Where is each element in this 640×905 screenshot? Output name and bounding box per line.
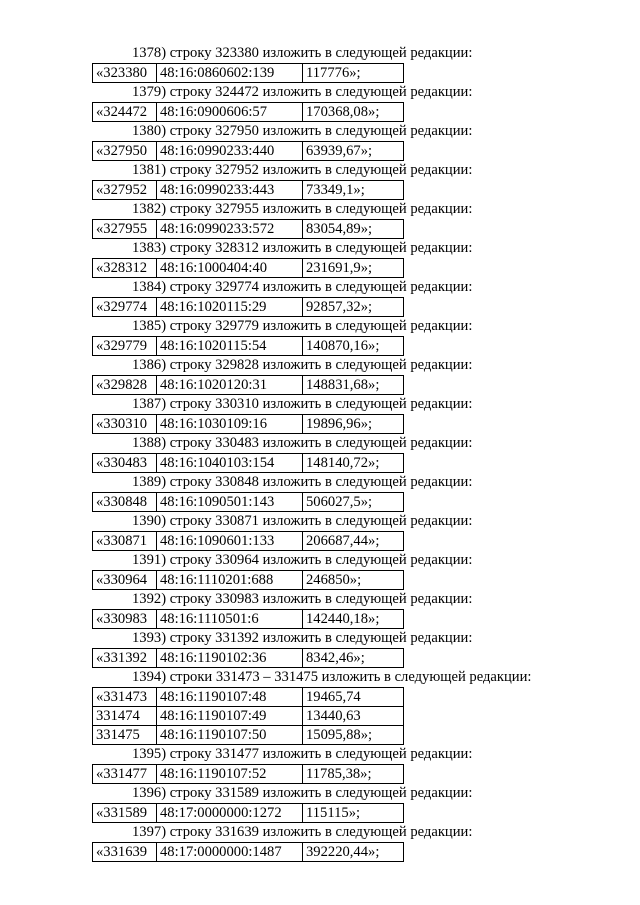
table-row [93, 843, 404, 862]
amendment-table [92, 764, 404, 784]
table-row [93, 610, 404, 629]
row-number-cell: 331474 [93, 707, 157, 726]
value-cell: 246850»; [303, 571, 404, 590]
amendment-table [92, 687, 404, 745]
row-number-cell: «330848 [93, 493, 157, 512]
amendment-table [92, 648, 404, 668]
cadastral-number-cell: 48:16:1030109:16 [157, 415, 303, 434]
amendment-heading: 1378) строку 323380 изложить в следующей редакции: [132, 45, 473, 61]
table-row [93, 259, 404, 278]
cadastral-number-cell: 48:16:1190107:52 [157, 765, 303, 784]
amendment-table [92, 453, 404, 473]
row-number-cell: 331475 [93, 726, 157, 745]
amendment-heading: 1391) строку 330964 изложить в следующей редакции: [132, 552, 473, 568]
row-number-cell: «328312 [93, 259, 157, 278]
row-number-cell: «331473 [93, 688, 157, 707]
table-row [93, 64, 404, 83]
amendment-heading: 1387) строку 330310 изложить в следующей редакции: [132, 396, 473, 412]
amendment-heading: 1388) строку 330483 изложить в следующей редакции: [132, 435, 473, 451]
table-row [93, 298, 404, 317]
value-cell: 15095,88»; [303, 726, 404, 745]
cadastral-number-cell: 48:16:0900606:57 [157, 103, 303, 122]
cadastral-number-cell: 48:16:1190107:50 [157, 726, 303, 745]
row-number-cell: «329774 [93, 298, 157, 317]
table-row [93, 337, 404, 356]
cadastral-number-cell: 48:16:1040103:154 [157, 454, 303, 473]
table-row [93, 804, 404, 823]
value-cell: 19465,74 [303, 688, 404, 707]
cadastral-number-cell: 48:16:1110501:6 [157, 610, 303, 629]
amendment-table [92, 258, 404, 278]
amendment-table [92, 570, 404, 590]
value-cell: 92857,32»; [303, 298, 404, 317]
table-row [93, 688, 404, 707]
row-number-cell: «323380 [93, 64, 157, 83]
amendment-heading: 1380) строку 327950 изложить в следующей редакции: [132, 123, 473, 139]
amendment-table [92, 531, 404, 551]
cadastral-number-cell: 48:16:1110201:688 [157, 571, 303, 590]
value-cell: 142440,18»; [303, 610, 404, 629]
table-row [93, 765, 404, 784]
row-number-cell: «330964 [93, 571, 157, 590]
value-cell: 506027,5»; [303, 493, 404, 512]
table-row [93, 220, 404, 239]
amendment-heading: 1395) строку 331477 изложить в следующей редакции: [132, 746, 473, 762]
table-row [93, 649, 404, 668]
row-number-cell: «327952 [93, 181, 157, 200]
cadastral-number-cell: 48:16:0990233:443 [157, 181, 303, 200]
table-row [93, 415, 404, 434]
row-number-cell: «330871 [93, 532, 157, 551]
amendment-table [92, 219, 404, 239]
row-number-cell: «331589 [93, 804, 157, 823]
row-number-cell: «331477 [93, 765, 157, 784]
table-row [93, 493, 404, 512]
table-row [93, 181, 404, 200]
row-number-cell: «331392 [93, 649, 157, 668]
amendment-table [92, 63, 404, 83]
row-number-cell: «327955 [93, 220, 157, 239]
amendment-heading: 1383) строку 328312 изложить в следующей редакции: [132, 240, 473, 256]
amendment-heading: 1379) строку 324472 изложить в следующей редакции: [132, 84, 473, 100]
value-cell: 206687,44»; [303, 532, 404, 551]
amendment-table [92, 609, 404, 629]
amendment-heading: 1385) строку 329779 изложить в следующей редакции: [132, 318, 473, 334]
amendment-heading: 1390) строку 330871 изложить в следующей редакции: [132, 513, 473, 529]
cadastral-number-cell: 48:17:0000000:1272 [157, 804, 303, 823]
table-row [93, 103, 404, 122]
value-cell: 392220,44»; [303, 843, 404, 862]
cadastral-number-cell: 48:16:1020120:31 [157, 376, 303, 395]
document-body [92, 44, 552, 862]
cadastral-number-cell: 48:16:1190102:36 [157, 649, 303, 668]
row-number-cell: «330983 [93, 610, 157, 629]
table-row [93, 532, 404, 551]
value-cell: 231691,9»; [303, 259, 404, 278]
amendment-heading: 1386) строку 329828 изложить в следующей редакции: [132, 357, 473, 373]
value-cell: 148831,68»; [303, 376, 404, 395]
row-number-cell: «329779 [93, 337, 157, 356]
amendment-table [92, 803, 404, 823]
row-number-cell: «331639 [93, 843, 157, 862]
row-number-cell: «330310 [93, 415, 157, 434]
cadastral-number-cell: 48:17:0000000:1487 [157, 843, 303, 862]
amendment-table [92, 141, 404, 161]
value-cell: 73349,1»; [303, 181, 404, 200]
amendment-table [92, 492, 404, 512]
amendment-table [92, 336, 404, 356]
table-row [93, 454, 404, 473]
cadastral-number-cell: 48:16:0990233:572 [157, 220, 303, 239]
value-cell: 13440,63 [303, 707, 404, 726]
table-row [93, 571, 404, 590]
amendment-table [92, 414, 404, 434]
row-number-cell: «330483 [93, 454, 157, 473]
amendment-heading: 1397) строку 331639 изложить в следующей редакции: [132, 824, 473, 840]
cadastral-number-cell: 48:16:1020115:54 [157, 337, 303, 356]
table-row [93, 726, 404, 745]
amendment-heading: 1381) строку 327952 изложить в следующей редакции: [132, 162, 473, 178]
table-row [93, 376, 404, 395]
value-cell: 115115»; [303, 804, 404, 823]
value-cell: 83054,89»; [303, 220, 404, 239]
value-cell: 8342,46»; [303, 649, 404, 668]
value-cell: 11785,38»; [303, 765, 404, 784]
cadastral-number-cell: 48:16:0990233:440 [157, 142, 303, 161]
amendment-table [92, 180, 404, 200]
row-number-cell: «329828 [93, 376, 157, 395]
cadastral-number-cell: 48:16:1090601:133 [157, 532, 303, 551]
value-cell: 140870,16»; [303, 337, 404, 356]
cadastral-number-cell: 48:16:0860602:139 [157, 64, 303, 83]
amendment-table [92, 297, 404, 317]
value-cell: 148140,72»; [303, 454, 404, 473]
cadastral-number-cell: 48:16:1000404:40 [157, 259, 303, 278]
amendment-table [92, 102, 404, 122]
value-cell: 117776»; [303, 64, 404, 83]
amendment-heading: 1384) строку 329774 изложить в следующей редакции: [132, 279, 473, 295]
cadastral-number-cell: 48:16:1190107:49 [157, 707, 303, 726]
row-number-cell: «324472 [93, 103, 157, 122]
value-cell: 19896,96»; [303, 415, 404, 434]
amendment-heading: 1393) строку 331392 изложить в следующей редакции: [132, 630, 473, 646]
amendment-heading: 1394) строки 331473 – 331475 изложить в следующей редакции: [132, 669, 532, 685]
table-row [93, 142, 404, 161]
value-cell: 63939,67»; [303, 142, 404, 161]
value-cell: 170368,08»; [303, 103, 404, 122]
amendment-heading: 1396) строку 331589 изложить в следующей редакции: [132, 785, 473, 801]
cadastral-number-cell: 48:16:1190107:48 [157, 688, 303, 707]
amendment-heading: 1389) строку 330848 изложить в следующей редакции: [132, 474, 473, 490]
row-number-cell: «327950 [93, 142, 157, 161]
amendment-heading: 1382) строку 327955 изложить в следующей редакции: [132, 201, 473, 217]
cadastral-number-cell: 48:16:1020115:29 [157, 298, 303, 317]
table-row [93, 707, 404, 726]
amendment-heading: 1392) строку 330983 изложить в следующей редакции: [132, 591, 473, 607]
amendment-table [92, 842, 404, 862]
amendment-table [92, 375, 404, 395]
cadastral-number-cell: 48:16:1090501:143 [157, 493, 303, 512]
